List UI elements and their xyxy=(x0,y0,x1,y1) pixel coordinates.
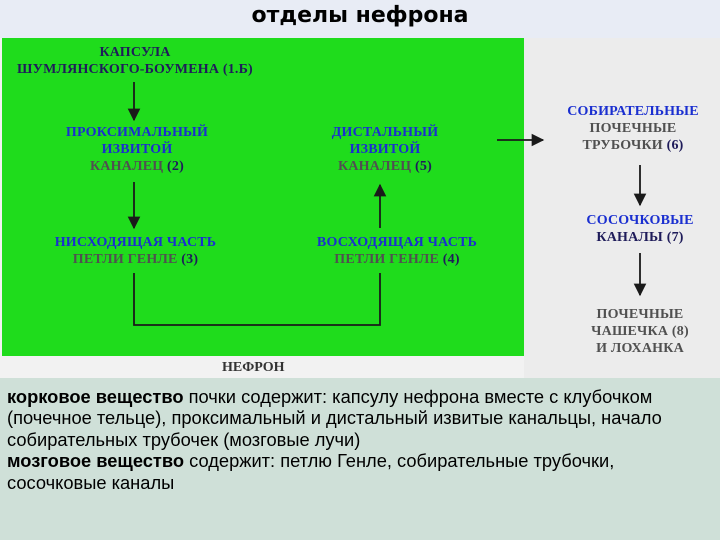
distal-line1: ДИСТАЛЬНЫЙ xyxy=(331,125,439,140)
nephron-label: НЕФРОН xyxy=(222,360,285,375)
node-papillary xyxy=(555,212,720,246)
distal-line2: ИЗВИТОЙ xyxy=(349,142,421,157)
collecting-line2: ПОЧЕЧНЫЕ xyxy=(589,121,677,136)
node-proximal xyxy=(32,124,242,175)
proximal-line1: ПРОКСИМАЛЬНЫЙ xyxy=(65,125,209,140)
node-collecting xyxy=(548,103,718,154)
collecting-num: (6) xyxy=(666,138,684,153)
loop-line xyxy=(134,273,380,325)
descending-num: (3) xyxy=(181,252,199,267)
papillary-line2: КАНАЛЫ xyxy=(596,230,663,245)
cortex-desc: почки содержит: капсулу нефрона вместе с клубочком (почечное тельце), проксимальный и дистальный извитые канальцы, начало собирательных трубочек (мозговые лучи) xyxy=(7,386,662,450)
papillary-line1: СОСОЧКОВЫЕ xyxy=(586,213,694,228)
papillary-line2-wrap xyxy=(555,229,720,246)
collecting-line1: СОБИРАТЕЛЬНЫЕ xyxy=(567,104,699,119)
node-distal xyxy=(300,124,470,175)
description-panel xyxy=(0,378,720,540)
cortex-term: корковое вещество xyxy=(7,386,184,407)
ascending-num: (4) xyxy=(442,252,460,267)
proximal-num: (2) xyxy=(167,159,184,174)
ascending-line2: ПЕТЛИ ГЕНЛЕ xyxy=(334,252,440,267)
descending-line2: ПЕТЛИ ГЕНЛЕ xyxy=(72,252,178,267)
distal-line3-wrap xyxy=(300,158,470,175)
collecting-line3: ТРУБОЧКИ xyxy=(582,138,663,153)
medulla-term: мозговое вещество xyxy=(7,450,185,472)
ascending-line2-wrap xyxy=(282,251,512,268)
distal-line3: КАНАЛЕЦ xyxy=(338,159,412,174)
calyx-line3: И ЛОХАНКА xyxy=(596,341,684,356)
proximal-line3-wrap xyxy=(32,158,242,175)
distal-num: (5) xyxy=(415,159,432,174)
slide-title: отделы нефрона xyxy=(251,3,469,28)
node-capsule xyxy=(4,44,266,78)
calyx-line1: ПОЧЕЧНЫЕ xyxy=(596,307,684,322)
capsule-line1: КАПСУЛА xyxy=(99,45,171,60)
node-descending xyxy=(18,234,253,268)
medulla-desc: содержит: петлю Генле, собирательные трубочки, сосочковые каналы xyxy=(7,450,615,493)
collecting-line3-wrap xyxy=(548,137,718,154)
description-text xyxy=(7,386,713,493)
node-calyx xyxy=(560,306,720,357)
node-ascending xyxy=(282,234,512,268)
proximal-line3: КАНАЛЕЦ xyxy=(90,159,164,174)
descending-line2-wrap xyxy=(18,251,253,268)
descending-line1: НИСХОДЯЩАЯ ЧАСТЬ xyxy=(54,235,217,250)
proximal-line2: ИЗВИТОЙ xyxy=(101,142,173,157)
calyx-line2: ЧАШЕЧКА (8) xyxy=(591,324,689,339)
capsule-line2: ШУМЛЯНСКОГО-БОУМЕНА (1.Б) xyxy=(17,62,253,77)
papillary-num: (7) xyxy=(666,230,684,245)
ascending-line1: ВОСХОДЯЩАЯ ЧАСТЬ xyxy=(316,235,478,250)
